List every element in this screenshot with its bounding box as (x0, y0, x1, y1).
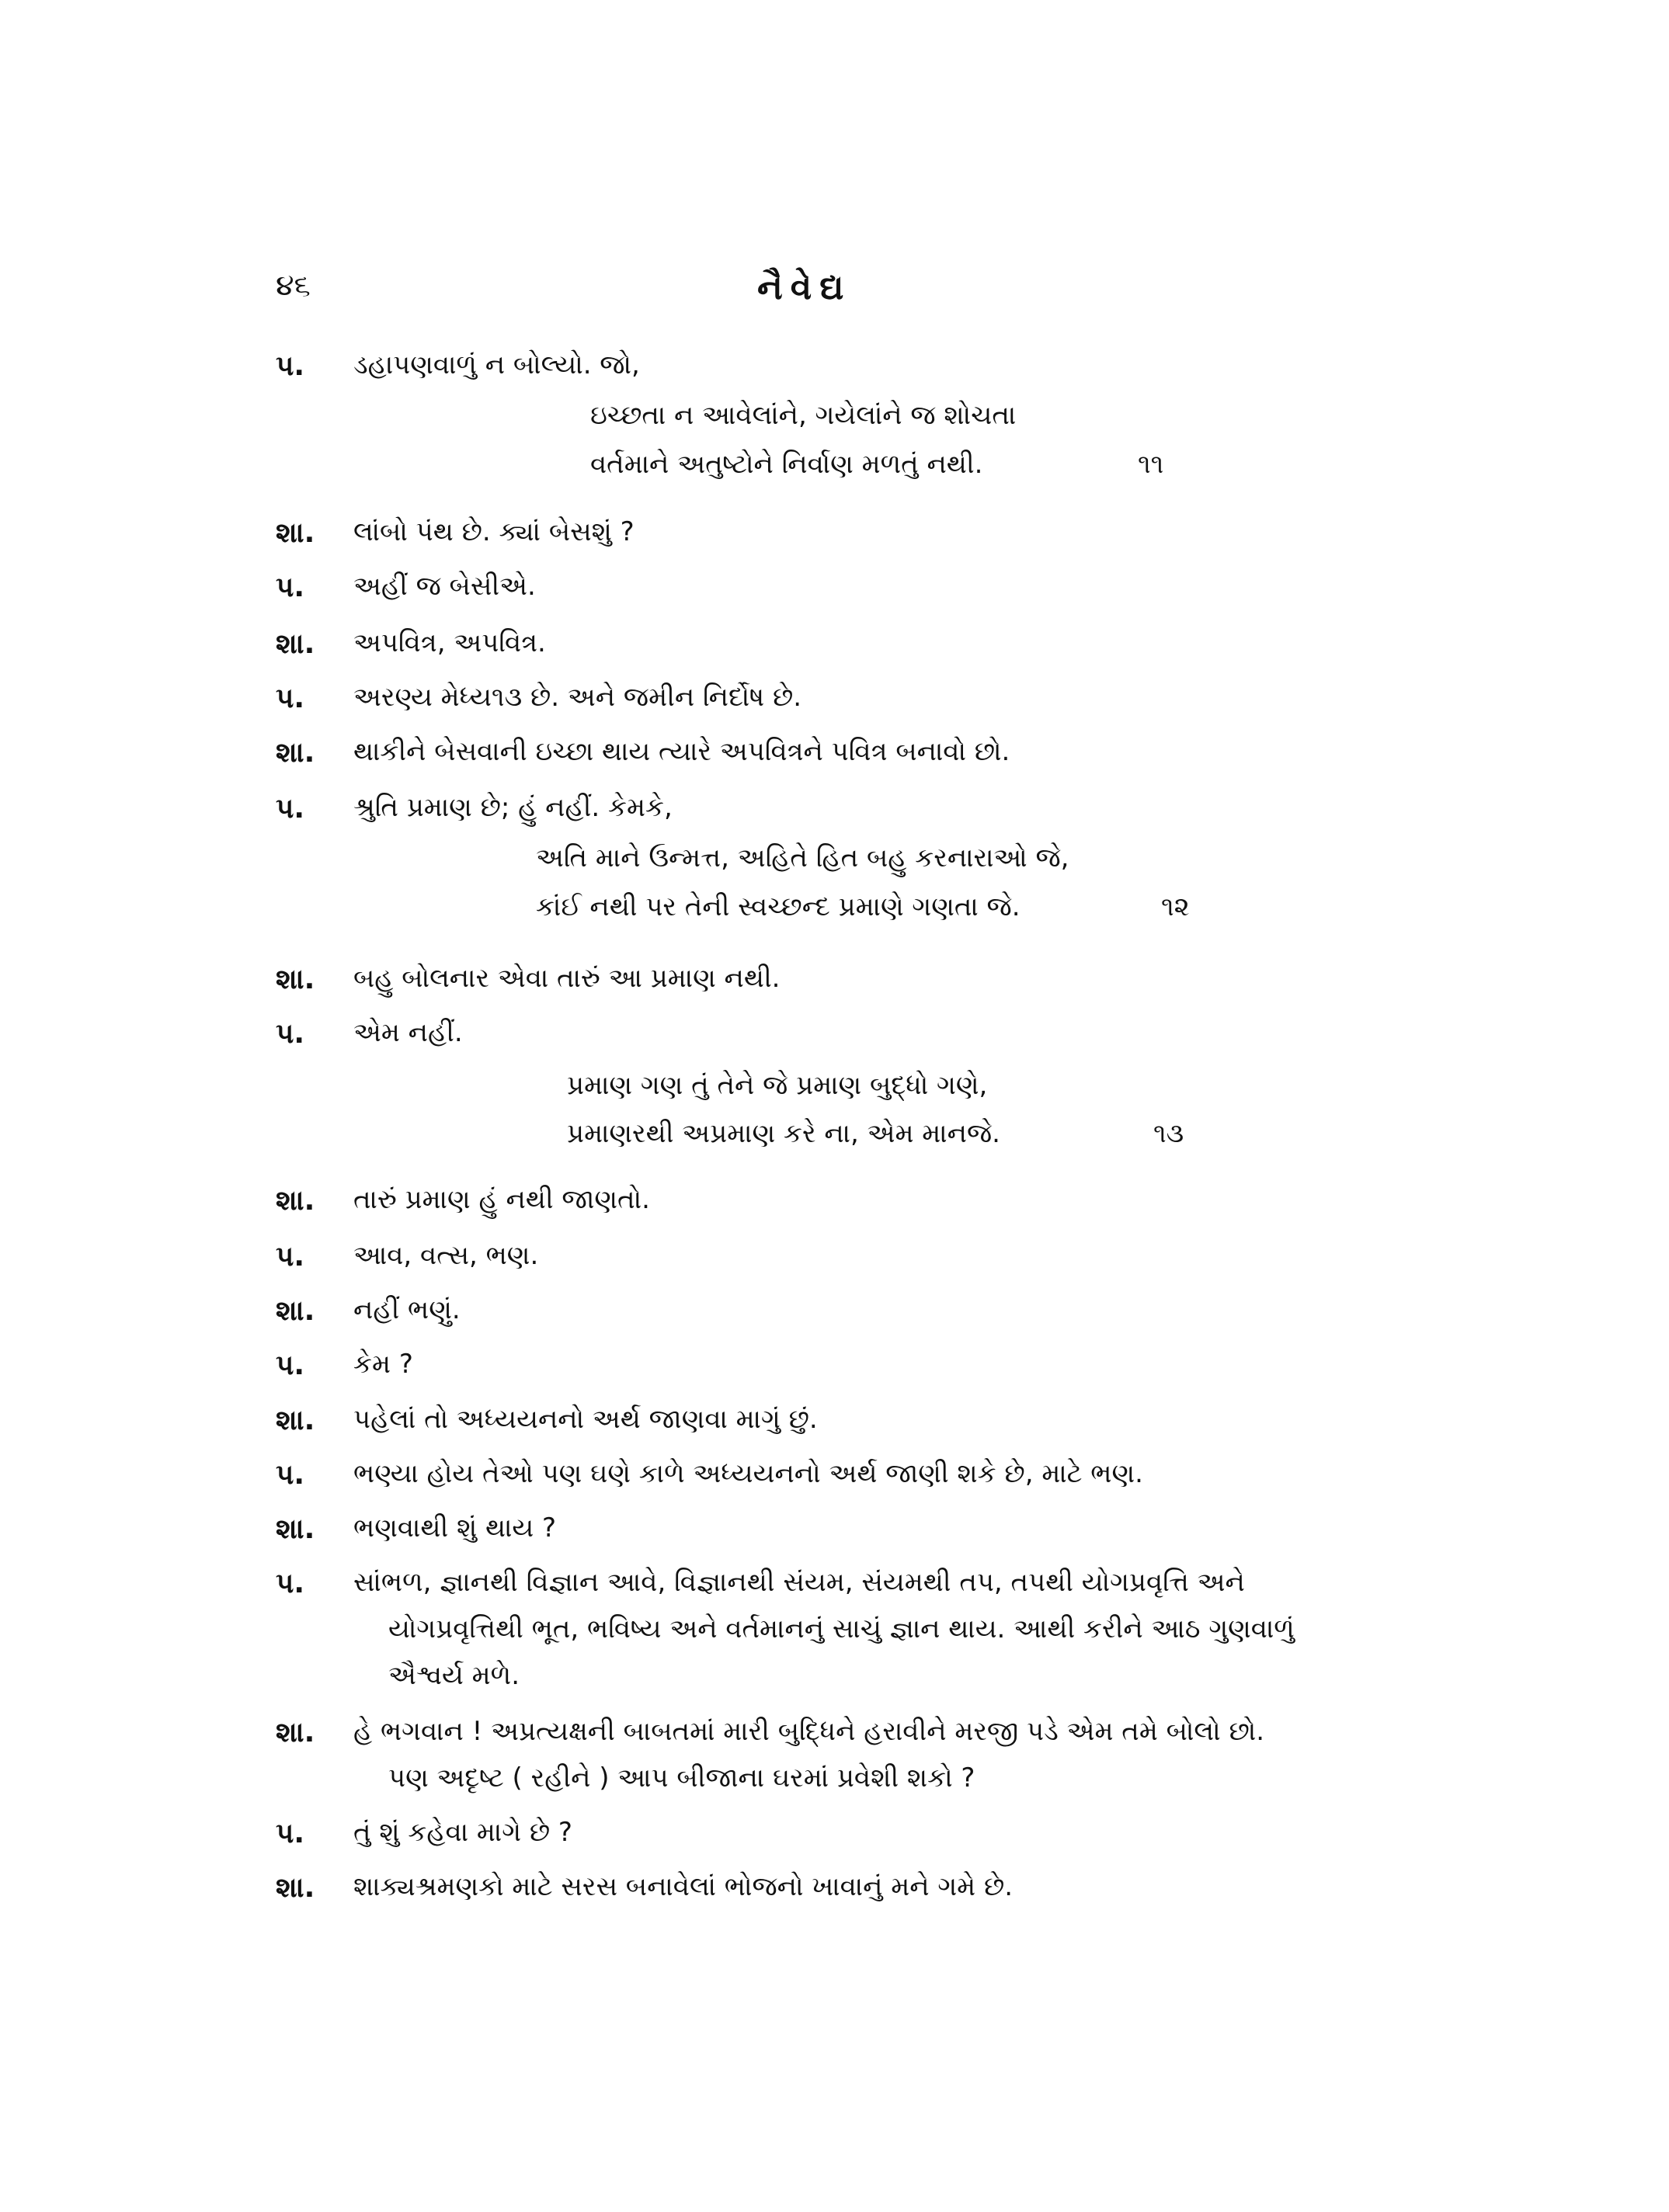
speaker-label: પ. (276, 1818, 305, 1849)
dialogue-text: તારું પ્રમાણ હું નથી જાણતો. (353, 1184, 650, 1215)
speaker-label: પ. (276, 682, 305, 714)
dialogue-text: કેમ ? (353, 1349, 413, 1380)
speaker-label: શા. (276, 1872, 315, 1904)
verse-number: ૧૩ (1153, 1118, 1184, 1149)
verse-number: ૧૨ (1161, 891, 1190, 922)
speaker-label: પ. (276, 793, 305, 825)
dialogue-text: શાક્યશ્રમણકો માટે સરસ બનાવેલાં ભોજનો ખાવાનું મને ગમે છે. (353, 1871, 1014, 1902)
dialogue-text: એમ નહીં. (353, 1017, 463, 1048)
speaker-label: શા. (276, 517, 315, 549)
dialogue-text: અહીં જ બેસીએ. (353, 571, 536, 602)
speaker-label: શા. (276, 628, 315, 660)
speaker-label: પ. (276, 1241, 305, 1273)
speaker-label: પ. (276, 1018, 305, 1050)
verse-line: વર્તમાને અતુષ્ટોને નિર્વાણ મળતું નથી. (590, 449, 983, 480)
verse-line: પ્રમાણ ગણ તું તેને જે પ્રમાણ બુદ્ધો ગણે, (567, 1070, 988, 1101)
dialogue-continuation: પણ અદૃષ્ટ ( રહીને ) આપ બીજાના ઘરમાં પ્રવેશી શકો ? (388, 1762, 975, 1794)
dialogue-text: તું શું કહેવા માગે છે ? (353, 1817, 572, 1848)
dialogue-text: હે ભગવાન ! અપ્રત્યક્ષની બાબતમાં મારી બુદ્ધિને હરાવીને મરજી પડે એમ તમે બોલો છો. (353, 1716, 1265, 1747)
dialogue-text: લાંબો પંથ છે. ક્યાં બેસશું ? (353, 516, 635, 547)
speaker-label: પ. (276, 1568, 305, 1599)
verse-line: કાંઈ નથી પર તેની સ્વચ્છન્દ પ્રમાણે ગણતા જે. (536, 891, 1021, 922)
speaker-label: પ. (276, 350, 305, 382)
dialogue-text: ભણ્યા હોય તેઓ પણ ઘણે કાળે અધ્યયનનો અર્થ જાણી શકે છે, માટે ભણ. (353, 1458, 1143, 1489)
speaker-label: શા. (276, 1513, 315, 1545)
verse-line: ઇચ્છતા ન આવેલાંને, ગયેલાંને જ શોચતા (590, 400, 1017, 431)
verse-line: અતિ માને ઉન્મત્ત, અહિતે હિત બહુ કરનારાઓ જે, (536, 842, 1069, 873)
dialogue-text: અપવિત્ર, અપવિત્ર. (353, 627, 546, 658)
page-number: ૪૬ (276, 268, 311, 302)
speaker-label: પ. (276, 571, 305, 603)
dialogue-text: સાંભળ, જ્ઞાનથી વિજ્ઞાન આવે, વિજ્ઞાનથી સંયમ, સંયમથી તપ, તપથી યોગપ્રવૃત્તિ અને (353, 1567, 1245, 1598)
dialogue-text: નહીં ભણું. (353, 1294, 461, 1325)
speaker-label: શા. (276, 1405, 315, 1436)
dialogue-text: પહેલાં તો અધ્યયનનો અર્થ જાણવા માગું છું. (353, 1404, 818, 1435)
dialogue-text: થાકીને બેસવાની ઇચ્છા થાય ત્યારે અપવિત્રને પવિત્ર બનાવો છો. (353, 736, 1010, 767)
verse-line: પ્રમાણરથી અપ્રમાણ કરે ના, એમ માનજે. (567, 1118, 1000, 1149)
speaker-label: શા. (276, 964, 315, 995)
dialogue-continuation: યોગપ્રવૃત્તિથી ભૂત, ભવિષ્ય અને વર્તમાનનું સાચું જ્ઞાન થાય. આથી કરીને આઠ ગુણવાળું (388, 1613, 1295, 1644)
speaker-label: શા. (276, 1295, 315, 1327)
dialogue-text: ભણવાથી શું થાય ? (353, 1512, 557, 1544)
page-header (276, 268, 1177, 314)
dialogue-text: અરણ્ય મેધ્ય૧૩ છે. અને જમીન નિર્દોષ છે. (353, 682, 802, 713)
speaker-label: શા. (276, 1717, 315, 1748)
dialogue-text: ડહાપણવાળું ન બોલ્યો. જો, (353, 349, 640, 380)
dialogue-text: બહુ બોલનાર એવા તારું આ પ્રમાણ નથી. (353, 963, 781, 994)
speaker-label: શા. (276, 1185, 315, 1217)
speaker-label: પ. (276, 1459, 305, 1491)
dialogue-text: આવ, વત્સ, ભણ. (353, 1240, 539, 1271)
page-title: નૈવેદ્ય (757, 268, 852, 307)
speaker-label: પ. (276, 1349, 305, 1381)
dialogue-continuation: ઐશ્વર્ય મળે. (388, 1660, 520, 1691)
verse-number: ૧૧ (1138, 449, 1164, 480)
dialogue-text: શ્રુતિ પ્રમાણ છે; હું નહીં. કેમકે, (353, 792, 673, 823)
speaker-label: શા. (276, 737, 315, 769)
